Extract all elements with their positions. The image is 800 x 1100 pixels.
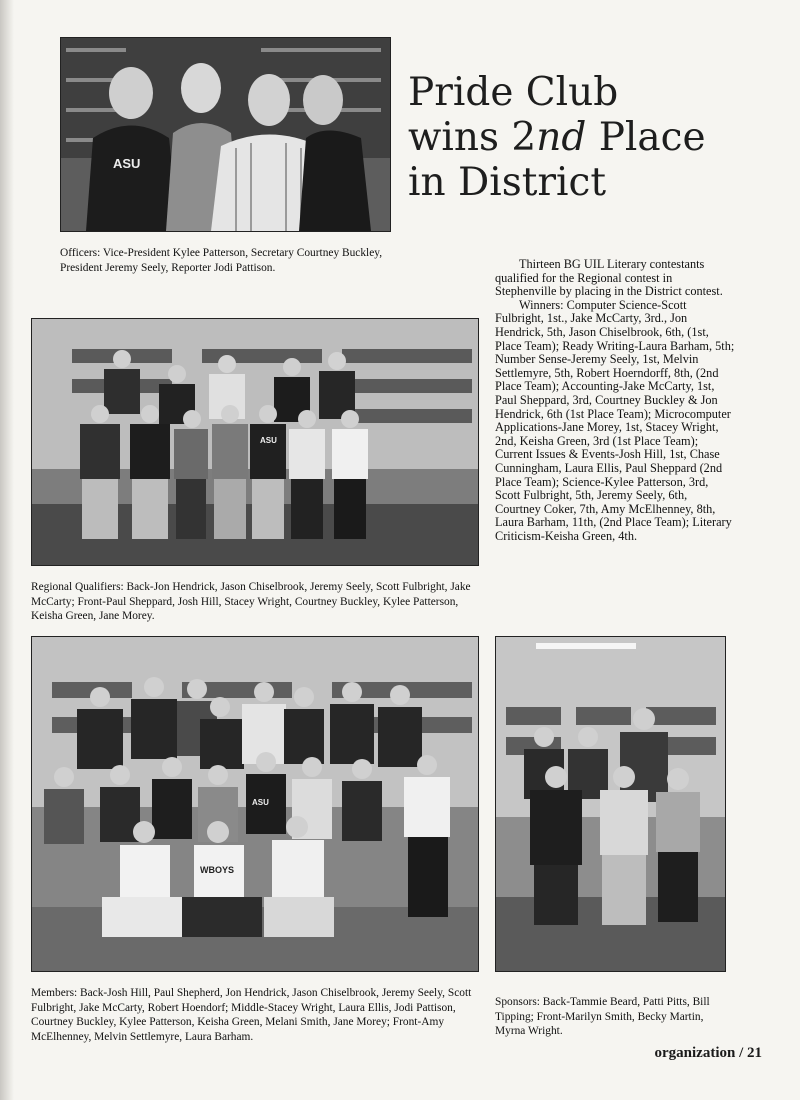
page-title xyxy=(408,70,748,205)
title-line-2-prefix: wins 2 xyxy=(408,115,537,160)
officers-photo xyxy=(60,37,391,232)
regional-qualifiers-caption: Regional Qualifiers: Back-Jon Hendrick, Jason Chiselbrook, Jeremy Seely, Scott Fulbright, Jake McCarty; Front-Paul Sheppard, Josh Hill, Stacey Wright, Courtney Buckley, Kylee Patterson, Keisha Green, Jane Morey. xyxy=(31,581,471,622)
svg-text:ASU: ASU xyxy=(113,156,141,171)
title-line-3: in District xyxy=(408,160,607,205)
svg-text:ASU: ASU xyxy=(260,436,277,445)
article-body xyxy=(495,258,735,543)
title-line-1: Pride Club xyxy=(408,70,619,115)
article-winners: Winners: Computer Science-Scott Fulbright, 1st., Jake McCarty, 3rd., Jon Hendrick, 5th, Jason Chiselbrook, 6th, (1st, Place Team); Ready Writing-Laura Barham, 5th; Number Sense-Jeremy Seely, 1st, Melvin Settlemyre, 5th, Robert Hoerndorff, 8th, (2nd Place Team); Accounting-Jake McCarty, 1st, Paul Sheppard, 3rd, Courtney Buckley & Jon Hendrick, 6th (1st Place Team); Microcomputer Applications-Jane Morey, 1st, Stacey Wright, 2nd, Keisha Green, 3rd (1st Place Team); Current Issues & Events-Josh Hill, 1st, Chase Cunningham, Laura Ellis, Paul Sheppard (2nd Place Team); Science-Kylee Patterson, 3rd, Scott Fulbright, 5th, Jeremy Seely, 6th, Courtney Coker, 7th, Amy McElhenney, 8th, Laura Barham, 11th, (2nd Place Team); Literary Criticism-Keisha Green, 4th. xyxy=(495,297,735,543)
sponsors-photo-image xyxy=(496,637,725,971)
article-intro: Thirteen BG UIL Literary contestants qualified for the Regional contest in Stephenville by placing in the District contest. xyxy=(495,257,723,299)
page-gutter-shadow xyxy=(0,0,14,1100)
svg-text:WBOYS: WBOYS xyxy=(200,865,235,875)
sponsors-caption: Sponsors: Back-Tammie Beard, Patti Pitts, Bill Tipping; Front-Marilyn Smith, Becky Martin, Myrna Wright. xyxy=(495,996,710,1037)
officers-photo-image xyxy=(61,38,390,231)
svg-text:ASU: ASU xyxy=(252,798,269,807)
members-photo xyxy=(31,636,479,972)
title-line-2-italic: nd xyxy=(536,115,587,160)
officers-caption: Officers: Vice-President Kylee Patterson, Secretary Courtney Buckley, President Jeremy Seely, Reporter Jodi Pattison. xyxy=(60,247,383,274)
page-folio: organization / 21 xyxy=(654,1045,762,1061)
members-photo-image xyxy=(32,637,478,971)
title-line-2-suffix: Place xyxy=(586,115,706,160)
sponsors-photo xyxy=(495,636,726,972)
members-caption: Members: Back-Josh Hill, Paul Shepherd, Jon Hendrick, Jason Chiselbrook, Jeremy Seely, Scott Fulbright, Jake McCarty, Robert Hoendorf; Middle-Stacey Wright, Laura Ellis, Jodi Pattison, Courtney Buckley, Kylee Patterson, Keisha Green, Melani Smith, Jane Morey; Front-Amy McElhenney, Melvin Settlemyre, Laura Barham. xyxy=(31,987,472,1043)
regional-qualifiers-photo xyxy=(31,318,479,566)
regional-qualifiers-photo-image xyxy=(32,319,478,565)
